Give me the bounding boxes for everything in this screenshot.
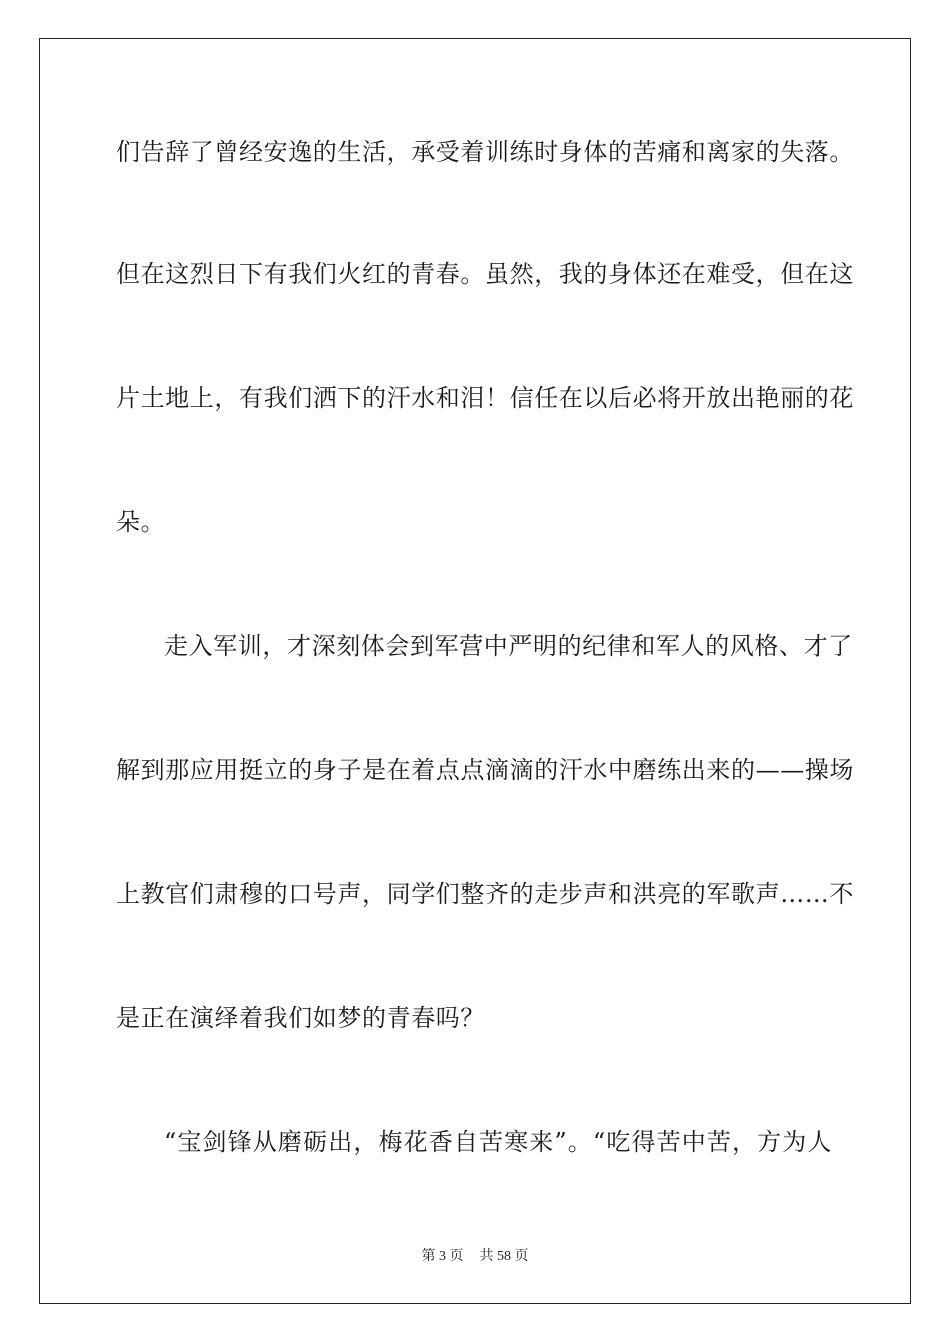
- paragraph-first-line: 走入军训，才深刻体会到军营中严明的纪律和军人的风格、才了: [164, 632, 853, 660]
- page-number: 第 3 页: [421, 1249, 464, 1264]
- text-line: 们告辞了曾经安逸的生活，承受着训练时身体的苦痛和离家的失落。: [116, 138, 854, 166]
- paragraph-first-line: “宝剑锋从磨砺出，梅花香自苦寒来”。“吃得苦中苦，方为人: [164, 1128, 832, 1156]
- text-line: 但在这烈日下有我们火红的青春。虽然，我的身体还在难受，但在这: [116, 260, 854, 288]
- page-total: 共 58 页: [479, 1249, 529, 1264]
- page-footer: [0, 1248, 950, 1266]
- text-line: 是正在演绎着我们如梦的青春吗？: [116, 1004, 485, 1032]
- text-line: 片土地上，有我们洒下的汗水和泪！信任在以后必将开放出艳丽的花: [116, 384, 854, 412]
- text-line: 朵。: [116, 508, 166, 536]
- text-line: 解到那应用挺立的身子是在着点点滴滴的汗水中磨练出来的——操场: [116, 756, 854, 784]
- page-border: [39, 38, 911, 1304]
- text-line: 上教官们肃穆的口号声，同学们整齐的走步声和洪亮的军歌声……不: [116, 880, 854, 908]
